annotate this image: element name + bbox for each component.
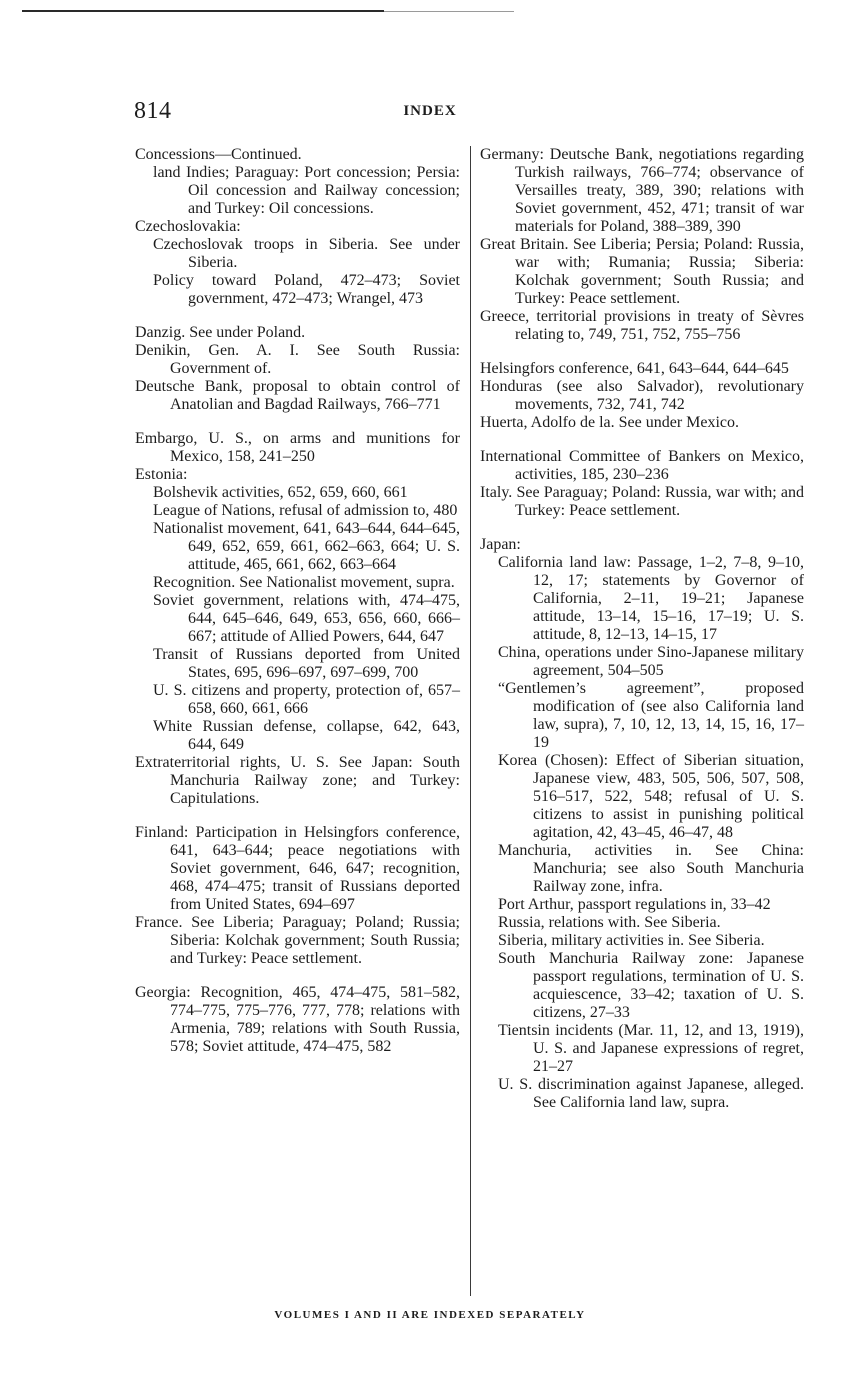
index-subentry: China, operations under Sino-Japanese military agreement, 504–505 (498, 644, 804, 679)
index-entry: Concessions—Continued. (135, 146, 302, 163)
index-subentry: Czechoslovak troops in Siberia. See under Siberia. (153, 236, 460, 271)
index-subentry: “Gentlemen’s agreement”, proposed modification of (see also California land law, supra), 7, 10, 12, 13, 14, 15, 16, 17–19 (498, 680, 804, 751)
index-entry: Greece, territorial provisions in treaty of Sèvres relating to, 749, 751, 752, 755–756 (480, 308, 804, 343)
index-subentry: Recognition. See Nationalist movement, supra. (153, 574, 455, 591)
index-subentry: Nationalist movement, 641, 643–644, 644–645, 649, 652, 659, 661, 662–663, 664; U. S. attitude, 465, 661, 662, 663–664 (153, 520, 460, 573)
left-column (135, 146, 460, 1056)
index-entry: Danzig. See under Poland. (135, 324, 306, 341)
column-divider (470, 146, 471, 1296)
index-entry: Honduras (see also Salvador), revolutionary movements, 732, 741, 742 (480, 378, 804, 413)
index-subentry: U. S. citizens and property, protection of, 657–658, 660, 661, 666 (153, 682, 460, 717)
index-subentry: Tientsin incidents (Mar. 11, 12, and 13, 1919), U. S. and Japanese expressions of regret, 21–27 (498, 1022, 804, 1075)
index-entry: Germany: Deutsche Bank, negotiations regarding Turkish railways, 766–774; observance of Versailles treaty, 389, 390; relations with Soviet government, 452, 471; transit of war materials for Poland, 388–389, 390 (480, 146, 804, 235)
index-entry: Estonia: (135, 466, 188, 483)
index-subentry: California land law: Passage, 1–2, 7–8, 9–10, 12, 17; statements by Governor of California, 2–11, 19–21; Japanese attitude, 13–14, 15–16, 17–19; U. S. attitude, 8, 12–13, 14–15, 17 (498, 554, 804, 643)
right-column (480, 146, 804, 1112)
index-entry: Great Britain. See Liberia; Persia; Poland: Russia, war with; Rumania; Russia; Siberia: Kolchak government; South Russia; and Turkey: Peace settlement. (480, 236, 804, 307)
index-entry: International Committee of Bankers on Mexico, activities, 185, 230–236 (480, 448, 804, 483)
index-entry: Helsingfors conference, 641, 643–644, 644–645 (480, 360, 789, 377)
index-subentry: Policy toward Poland, 472–473; Soviet government, 472–473; Wrangel, 473 (153, 272, 460, 307)
index-entry: Denikin, Gen. A. I. See South Russia: Government of. (135, 342, 460, 377)
index-entry: Czechoslovakia: (135, 218, 241, 235)
index-subentry: Siberia, military activities in. See Siberia. (498, 932, 765, 949)
top-rule (22, 10, 384, 12)
index-entry: Finland: Participation in Helsingfors conference, 641, 643–644; peace negotiations with Soviet government, 646, 647; recognition, 468, 474–475; transit of Russians deported from United States, 694–697 (135, 824, 460, 913)
index-subentry: Soviet government, relations with, 474–475, 644, 645–646, 649, 653, 656, 660, 666–667; attitude of Allied Powers, 644, 647 (153, 592, 460, 645)
page-number: 814 (134, 98, 172, 124)
index-entry: Italy. See Paraguay; Poland: Russia, war with; and Turkey: Peace settlement. (480, 484, 804, 519)
index-entry: Japan: (480, 536, 521, 553)
index-entry: Deutsche Bank, proposal to obtain control of Anatolian and Bagdad Railways, 766–771 (135, 378, 460, 413)
index-subentry: South Manchuria Railway zone: Japanese passport regulations, termination of U. S. acquiescence, 33–42; taxation of U. S. citizens, 27–33 (498, 950, 804, 1021)
running-head: INDEX (403, 103, 457, 119)
index-subentry: Port Arthur, passport regulations in, 33–42 (498, 896, 771, 913)
top-rule-faint (384, 11, 514, 12)
index-subentry: Bolshevik activities, 652, 659, 660, 661 (153, 484, 408, 501)
page-footer: VOLUMES I AND II ARE INDEXED SEPARATELY (274, 1309, 586, 1321)
index-subentry: Manchuria, activities in. See China: Manchuria; see also South Manchuria Railway zone, infra. (498, 842, 804, 895)
index-subentry: League of Nations, refusal of admission to, 480 (153, 502, 458, 519)
index-subentry: White Russian defense, collapse, 642, 643, 644, 649 (153, 718, 460, 753)
index-entry: France. See Liberia; Paraguay; Poland; Russia; Siberia: Kolchak government; South Russia; and Turkey: Peace settlement. (135, 914, 460, 967)
index-entry: Georgia: Recognition, 465, 474–475, 581–582, 774–775, 775–776, 777, 778; relations with Armenia, 789; relations with South Russia, 578; Soviet attitude, 474–475, 582 (135, 984, 460, 1055)
index-subentry: Transit of Russians deported from United States, 695, 696–697, 697–699, 700 (153, 646, 460, 681)
index-entry: Embargo, U. S., on arms and munitions for Mexico, 158, 241–250 (135, 430, 460, 465)
index-entry: Huerta, Adolfo de la. See under Mexico. (480, 414, 740, 431)
index-subentry: land Indies; Paraguay: Port concession; Persia: Oil concession and Railway concession; and Turkey: Oil concessions. (153, 164, 460, 217)
index-subentry: U. S. discrimination against Japanese, alleged. See California land law, supra. (498, 1076, 804, 1111)
index-subentry: Korea (Chosen): Effect of Siberian situation, Japanese view, 483, 505, 506, 507, 508, 516–517, 522, 548; refusal of U. S. citizens to assist in punishing political agitation, 42, 43–45, 46–47, 48 (498, 752, 804, 841)
index-subentry: Russia, relations with. See Siberia. (498, 914, 721, 931)
index-entry: Extraterritorial rights, U. S. See Japan: South Manchuria Railway zone; and Turkey: Capitulations. (135, 754, 460, 807)
